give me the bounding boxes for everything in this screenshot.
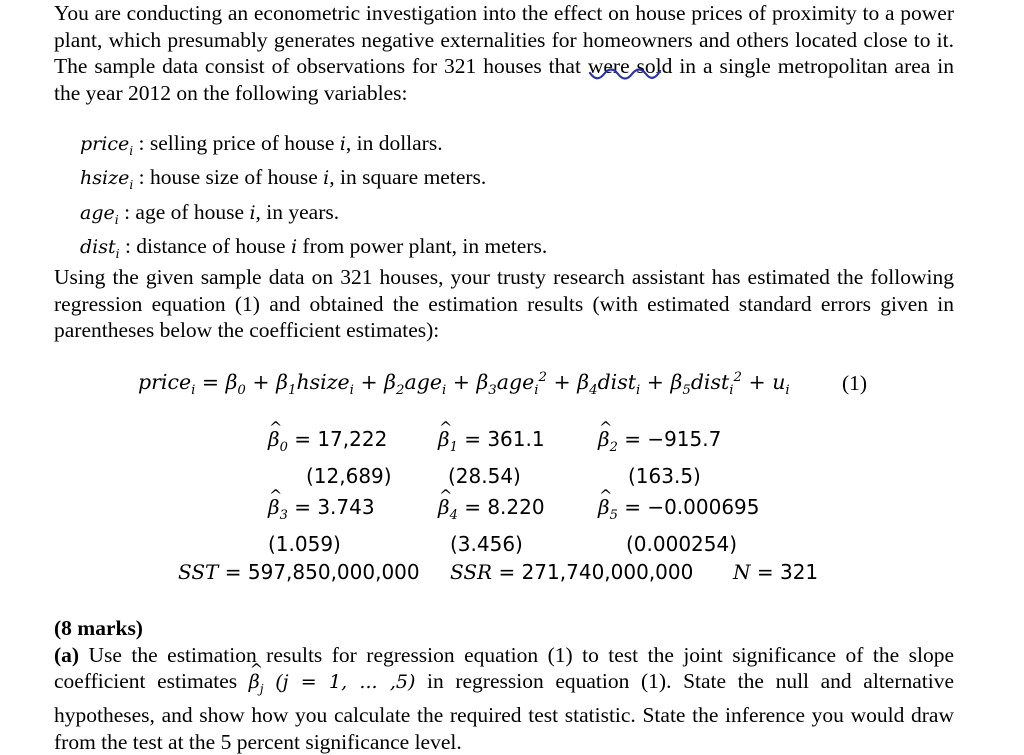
variable-symbol: hsize$_i$	[80, 167, 134, 193]
variable-symbol: price$_i$	[80, 133, 134, 158]
question-paragraph: (8 marks) (a) Use the estimation results for regression equation (1) to test the joint significance of the slope coefficient estimates ^ $\beta_j$ (j = 1, ... ,5) in regression equation (1). State the null and alternative hypotheses, and show how you calculate the required test statistic. State the inference you would draw from the test at the 5 percent significance level.	[54, 615, 954, 755]
intro-text-end: that were sold in a single metropolitan area in the year 2012 on the following variables:	[54, 54, 954, 105]
sample-size-stat: N = 321	[733, 560, 819, 584]
intro-text: You are conducting an econometric investigation into the effect on house prices of proximity to a power plant, which presumably generates negative externalities for homeowners and others located close to it. The sample data consist of observations	[54, 1, 954, 78]
ssr-stat: SSR = 271,740,000,000	[450, 560, 694, 584]
coefficient-beta-5: ^ $\beta_5 = -0.000695$ (0.000254)	[598, 493, 760, 559]
standard-error: (28.54)	[448, 464, 521, 488]
intro-paragraph	[54, 0, 954, 106]
sst-stat: SST = 597,850,000,000	[178, 560, 420, 584]
underlined-phrase: for 321 houses	[412, 54, 542, 78]
marks-label: (8 marks)	[54, 616, 143, 640]
variable-symbol: dist$_i$	[80, 235, 120, 261]
question-part-label: (a)	[54, 642, 80, 667]
variable-row: price$_i$ : selling price of house i, in dollars.	[80, 131, 443, 158]
coefficient-beta-0: ^ $\beta_0 = 17,222$ (12,689)	[268, 425, 392, 491]
variable-symbol: age$_i$	[80, 201, 119, 227]
standard-error: (163.5)	[628, 464, 701, 488]
estimation-paragraph: Using the given sample data on 321 houses, your trusty research assistant has estimated the following regression equation (1) and obtained the estimation results (with estimated standard errors given in parentheses below the coefficient estimates):	[54, 265, 954, 342]
variable-row: dist$_i$ : distance of house i from power plant, in meters.	[80, 233, 548, 261]
beta-hat-j-symbol: ^ $\beta_j$	[249, 669, 264, 702]
standard-error: (1.059)	[268, 532, 341, 556]
variable-list	[80, 130, 547, 267]
equation-number: (1)	[842, 371, 868, 395]
variable-row: hsize$_i$ : house size of house i, in square meters.	[80, 165, 487, 193]
regression-equation: price$_i$ = $\beta_0$ + $\beta_1hsize_i + \beta_2age_i + \beta_3age_i^2$ + $\beta_4dist_i$ + $\beta_5dist_i^2 + u_i$	[138, 370, 790, 399]
variable-row: age$_i$ : age of house i, in years.	[80, 199, 340, 227]
standard-error: (12,689)	[306, 464, 392, 488]
standard-error: (3.456)	[450, 532, 523, 556]
coefficient-beta-4: ^ $\beta_4 = 8.220$ (3.456)	[438, 493, 545, 559]
handwritten-squiggle	[588, 67, 668, 83]
standard-error: (0.000254)	[626, 532, 738, 556]
coefficient-beta-3: ^ $\beta_3 = 3.743$ (1.059)	[268, 493, 375, 559]
coefficient-beta-1: ^ $\beta_1 = 361.1$ (28.54)	[438, 425, 545, 491]
index-range: (j = 1, ... ,5)	[275, 671, 416, 693]
coefficient-beta-2: ^ $\beta_2 = -915.7$ (163.5)	[598, 425, 721, 491]
